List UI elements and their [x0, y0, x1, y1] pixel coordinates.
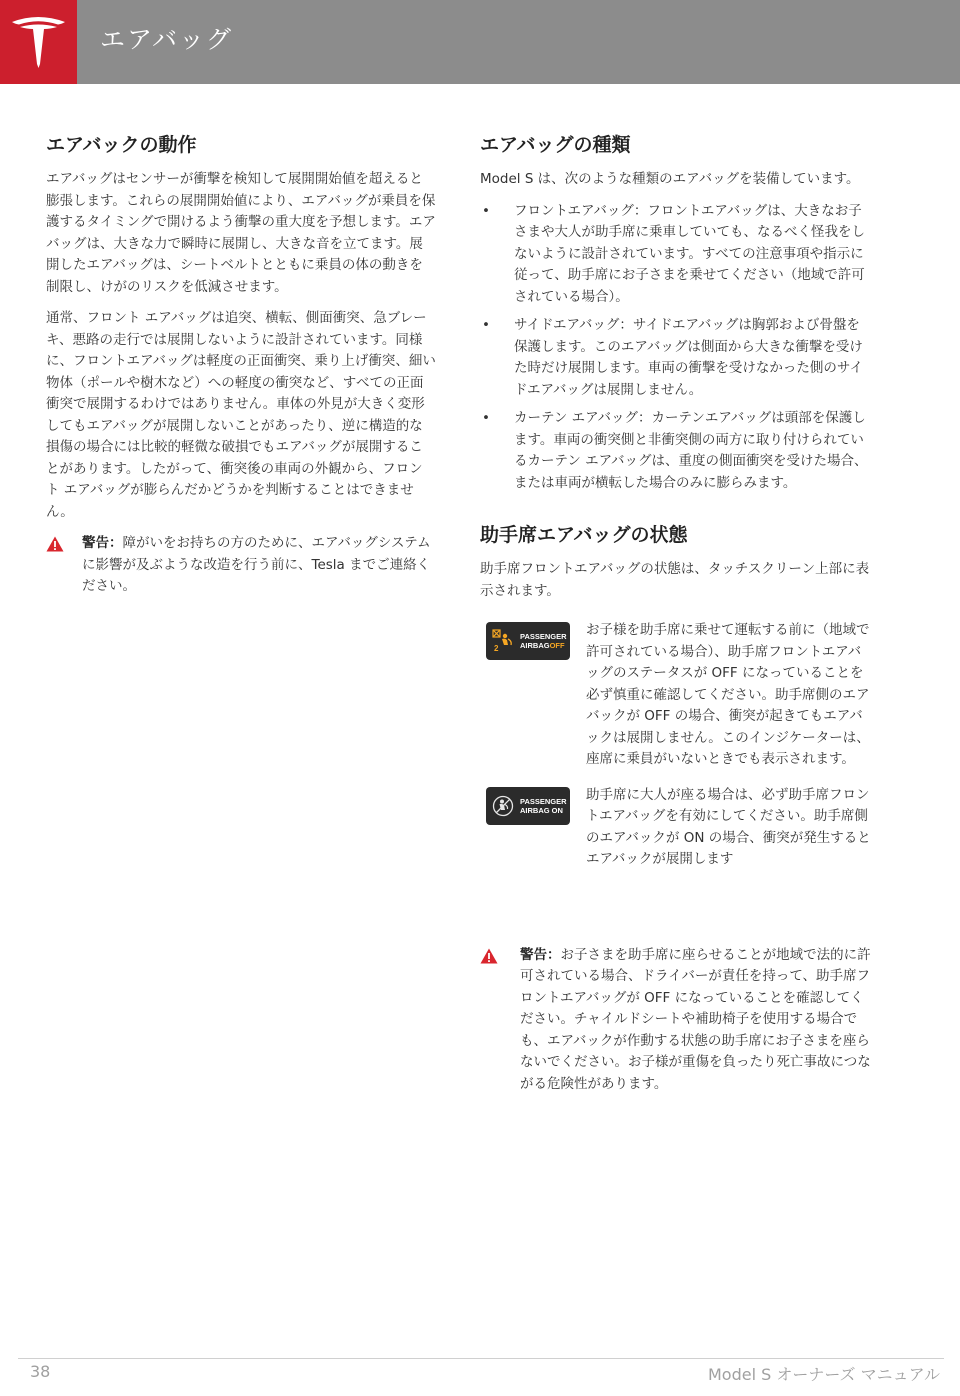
passenger-airbag-off-icon — [492, 629, 514, 653]
warning-text: お子さまを助手席に座らせることが地域で法的に許可されている場合、ドライバーが責任を持って、助手席フロントエアバッグが OFF になっていることを確認してください。チャイルドシートや補助椅子を使用する場合でも、エアバックが作動する状態の助手席にお子さまを座らないでください。お子様が重傷を負ったり死亡事故につながる危険性があります。 — [520, 946, 871, 1092]
bullet: • — [482, 202, 490, 219]
badge-line2: AIRBAG — [520, 805, 552, 815]
badge-status-on: ON — [551, 805, 563, 815]
warning-label: 警告： — [520, 946, 561, 963]
warning-text: 障がいをお持ちの方のために、エアバッグシステムに影響が及ぶような改造を行う前に、Tesla までご連絡ください。 — [82, 535, 431, 594]
body-paragraph: Model S は、次のような種類のエアバッグを装備しています。 — [480, 171, 860, 187]
list-item: • フロントエアバッグ：フロントエアバッグは、大きなお子さまや大人が助手席に乗車していても、なるべく怪我をしないように設計されています。すべての注意事項や指示に従って、助手席にお子さまを乗せてください（地域で許可されている場合）。 — [482, 202, 865, 305]
passenger-airbag-off-badge — [486, 622, 570, 660]
manual-name: Model S オーナーズ マニュアル — [707, 1365, 940, 1384]
indicator-off-row — [480, 620, 872, 771]
indicator-off-description: お子様を助手席に乗せて運転する前に（地域で許可されている場合）、助手席フロントエアバッグのステータスが OFF になっていることを必ず慎重に確認してください。助手席側のエアバックが OFF の場合、衝突が起きてもエアバックは展開しません。このインジケーターは、座席に乗員がいないときでも表示されます。 — [586, 622, 870, 767]
warning-triangle-icon — [480, 948, 498, 964]
bullet: • — [482, 410, 490, 426]
indicator-on-description: 助手席に大人が座る場合は、必ず助手席フロントエアバッグを有効にしてください。助手席側のエアバックが ON の場合、衝突が発生するとエアバックが展開します — [586, 786, 871, 867]
section-heading-passenger-airbag-status: 助手席エアバッグの状態 — [480, 524, 688, 546]
warning-triangle-icon — [46, 536, 64, 552]
badge-status-off: OFF — [549, 641, 565, 650]
section-heading-airbag-types: エアバッグの種類 — [480, 134, 631, 156]
tesla-logo — [0, 0, 77, 84]
airbag-type-list — [480, 201, 872, 495]
page-number: 38 — [30, 1362, 51, 1381]
section-heading-airbag-operation: エアバックの動作 — [46, 134, 197, 156]
right-column — [480, 130, 872, 1095]
body-paragraph: 助手席フロントエアバッグの状態は、タッチスクリーン上部に表示されます。 — [480, 561, 870, 599]
body-paragraph: エアバッグはセンサーが衝撃を検知して展開開始値を超えると膨張します。これらの展開開始値により、エアバッグが乗員を保護するタイミングで開けるよう衝撃の重大度を予想します。エアバッグは、大きな力で瞬時に展開し、大きな音を立てます。展開したエアバッグは、シートベルトとともに乗員の体の動きを制限し、けがのリスクを低減させます。 — [46, 171, 436, 295]
svg-text:2: 2 — [494, 644, 499, 653]
badge-line1: PASSENGER — [520, 632, 567, 641]
badge-line2: AIRBAG — [520, 641, 550, 650]
bullet: • — [482, 317, 490, 333]
tesla-logo-icon — [0, 0, 77, 84]
left-column — [46, 130, 436, 598]
warning-note — [46, 533, 436, 598]
page-title: エアバッグ — [100, 25, 234, 54]
warning-note — [480, 945, 872, 1096]
passenger-airbag-on-badge — [486, 787, 570, 825]
list-item: • カーテン エアバッグ：カーテンエアバッグは頭部を保護します。車両の衝突側と非衝突側の両方に取り付けられているカーテン エアバッグは、重度の側面衝突を受けた場合、または車両が横転した場合のみに膨らみます。 — [482, 410, 868, 491]
indicator-on-row — [480, 785, 872, 915]
footer-divider — [18, 1358, 944, 1359]
body-paragraph: 通常、フロント エアバッグは追突、横転、側面衝突、急ブレーキ、悪路の走行では展開しないように設計されています。同様に、フロントエアバッグは軽度の正面衝突、乗り上げ衝突、細い物体（ポールや樹木など）への軽度の衝突など、すべての正面衝突で展開するわけではありません。車体の外見が大きく変形してもエアバッグが展開しないことがあったり、逆に構造的な損傷の場合には比較的軽微な破損でもエアバッグが展開することがあります。したがって、衝突後の車両の外観から、フロント エアバッグが膨らんだかどうかを判断することはできません。 — [46, 310, 436, 520]
passenger-airbag-on-icon — [492, 794, 514, 818]
list-item: • サイドエアバッグ：サイドエアバッグは胸郭および骨盤を保護します。このエアバッグは側面から大きな衝撃を受けた時だけ展開します。車両の衝撃を受けなかった側のサイドエアバッグは展開しません。 — [482, 317, 863, 398]
badge-line1: PASSENGER — [520, 796, 567, 806]
warning-label: 警告： — [82, 535, 123, 551]
page-header — [0, 0, 960, 84]
